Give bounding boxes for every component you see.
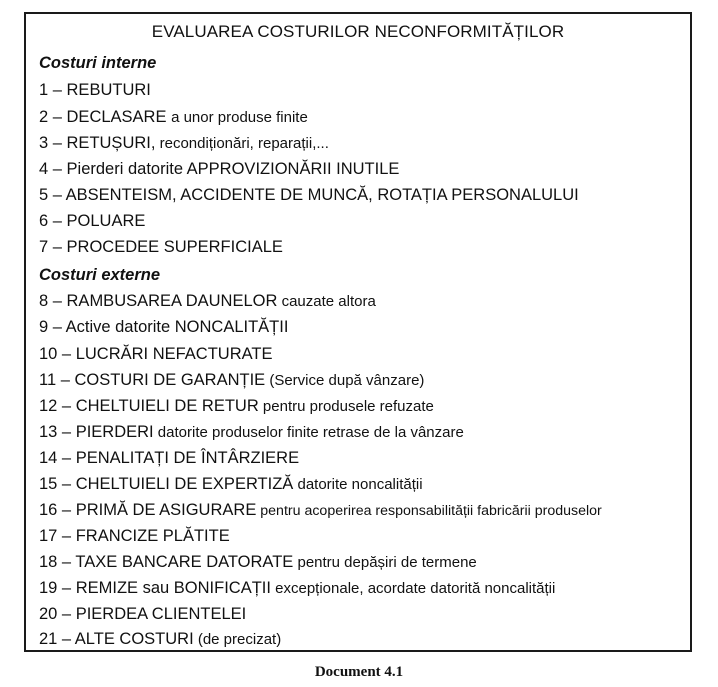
- document-caption: Document 4.1: [314, 664, 404, 680]
- document-title: EVALUAREA COSTURILOR NECONFORMITĂȚILOR: [151, 22, 565, 41]
- item-detail: datorite produselor finite retrase de la vânzare: [153, 424, 464, 441]
- list-item-17: [39, 527, 230, 546]
- list-item-6: [39, 212, 145, 231]
- item-keyword: 11 – COSTURI DE GARANȚIE: [39, 371, 266, 389]
- item-keyword: 2 – DECLASARE: [39, 108, 172, 126]
- item-detail: datorite noncalității: [293, 476, 423, 493]
- item-detail: a unor produse finite: [171, 109, 308, 126]
- item-detail: cauzate altora: [277, 293, 376, 310]
- item-keyword: 21 – ALTE COSTURI: [39, 630, 194, 648]
- item-keyword: 17 – FRANCIZE PLĂTITE: [39, 527, 230, 545]
- item-keyword: 19 – REMIZE sau BONIFICAȚII: [39, 579, 271, 597]
- item-detail: pentru produsele refuzate: [258, 398, 434, 415]
- item-detail: pentru acoperirea responsabilității fabricării produselor: [256, 503, 602, 519]
- list-item-11: [39, 371, 424, 390]
- item-keyword: 13 – PIERDERI: [39, 423, 154, 441]
- list-item-8: [39, 292, 376, 311]
- item-detail: (Service după vânzare): [265, 372, 425, 389]
- list-item-7: [39, 238, 283, 257]
- item-keyword: 3 – RETUȘURI,: [39, 134, 156, 152]
- section-heading-internal: Costuri interne: [39, 54, 157, 72]
- document-frame: [24, 12, 692, 652]
- item-keyword: 14 – PENALITAȚI DE ÎNTÂRZIERE: [39, 449, 300, 467]
- list-item-20: [39, 605, 246, 624]
- item-keyword: 1 – REBUTURI: [39, 81, 151, 99]
- list-item-13: [39, 423, 464, 442]
- item-keyword: 20 – PIERDEA CLIENTELEI: [39, 605, 247, 623]
- item-detail: (de precizat): [193, 631, 282, 648]
- list-item-21: [39, 630, 281, 649]
- list-item-9: [39, 318, 288, 337]
- item-detail: excepționale, acordate datorită noncalității: [270, 580, 556, 597]
- list-item-10: [39, 345, 273, 364]
- list-item-19: [39, 579, 555, 598]
- list-item-1: [39, 81, 151, 100]
- list-item-3: [39, 134, 329, 153]
- list-item-18: [39, 553, 477, 572]
- section-heading-external: Costuri externe: [39, 266, 161, 284]
- item-keyword: 18 – TAXE BANCARE DATORATE: [39, 553, 294, 571]
- list-item-2: [39, 108, 308, 127]
- list-item-12: [39, 397, 434, 416]
- item-keyword: 9 – Active datorite NONCALITĂȚII: [39, 318, 289, 336]
- item-detail: recondiționări, reparații,...: [155, 135, 329, 152]
- item-keyword: 12 – CHELTUIELI DE RETUR: [39, 397, 259, 415]
- item-keyword: 6 – POLUARE: [39, 212, 146, 230]
- item-detail: pentru depășiri de termene: [293, 554, 477, 571]
- item-keyword: 7 – PROCEDEE SUPERFICIALE: [39, 238, 283, 256]
- list-item-4: [39, 160, 399, 179]
- item-keyword: 8 – RAMBUSAREA DAUNELOR: [39, 292, 278, 310]
- list-item-5: [39, 186, 579, 205]
- list-item-14: [39, 449, 299, 468]
- item-keyword: 10 – LUCRĂRI NEFACTURATE: [39, 345, 273, 363]
- list-item-15: [39, 475, 423, 494]
- item-keyword: 5 – ABSENTEISM, ACCIDENTE DE MUNCĂ, ROTAȚIA PERSONALULUI: [39, 186, 579, 204]
- item-keyword: 16 – PRIMĂ DE ASIGURARE: [39, 501, 257, 519]
- list-item-16: [39, 501, 602, 520]
- item-keyword: 4 – Pierderi datorite APPROVIZIONĂRII INUTILE: [39, 160, 400, 178]
- item-keyword: 15 – CHELTUIELI DE EXPERTIZĂ: [39, 475, 294, 493]
